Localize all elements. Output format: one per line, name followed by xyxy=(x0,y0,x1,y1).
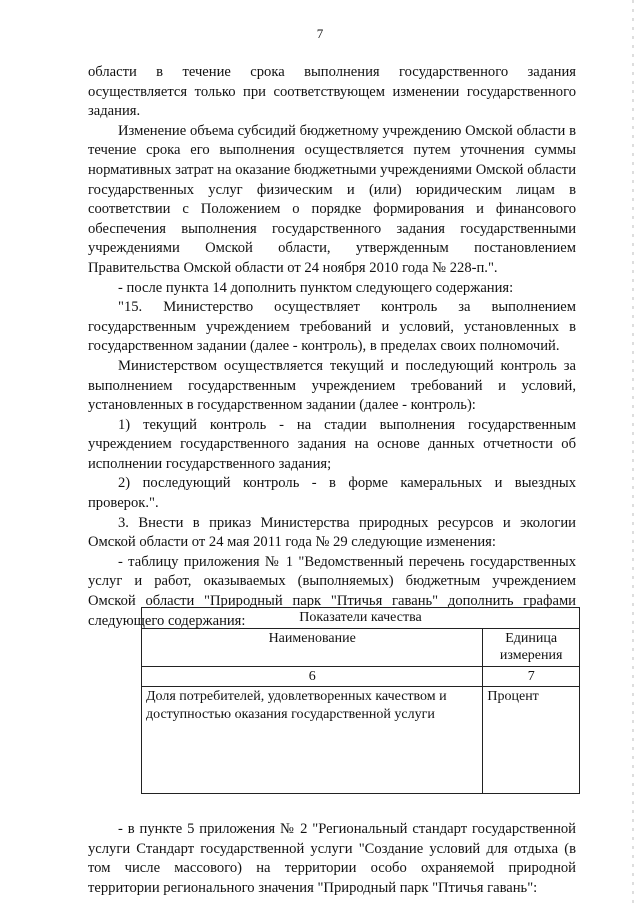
paragraph-5: Министерством осуществляется текущий и последующий контроль за выполнением государственным учреждением требований и условий, установленных в государственном задании (далее - контроль): xyxy=(88,357,576,414)
scan-edge-artifact xyxy=(632,0,634,905)
paragraph-7: 2) последующий контроль - в форме камеральных и выездных проверок.". xyxy=(88,475,576,512)
table-number-row xyxy=(142,666,580,687)
paragraph-9: - таблицу приложения № 1 "Ведомственный перечень государственных услуг и работ, оказываемых (выполняемых) бюджетным учреждением Омской области "Природный парк "Птичья гавань" дополнить графами следующего содержания: xyxy=(88,553,576,629)
page-number: 7 xyxy=(316,26,324,41)
table-row xyxy=(142,687,580,794)
table-group-header-row xyxy=(142,608,580,629)
table-cell-indicator-name: Доля потребителей, удовлетворенных качеством и доступностью оказания государственной услуги xyxy=(142,687,483,794)
main-text-top xyxy=(88,63,576,631)
paragraph-8: 3. Внести в приказ Министерства природных ресурсов и экологии Омской области от 24 мая 2011 года № 29 следующие изменения: xyxy=(88,514,576,551)
paragraph-4: "15. Министерство осуществляет контроль за выполнением государственным учреждением требований и условий, установленных в государственном задании (далее - контроль), в пределах своих полномочий. xyxy=(88,299,576,355)
table-header-unit: Единица измерения xyxy=(483,628,580,666)
table-col-number-6: 6 xyxy=(142,666,483,687)
table-group-header: Показатели качества xyxy=(142,608,580,629)
table-col-number-7: 7 xyxy=(483,666,580,687)
paragraph-3: - после пункта 14 дополнить пунктом следующего содержания: xyxy=(118,279,514,296)
paragraph-10: - в пункте 5 приложения № 2 "Региональный стандарт государственной услуги Стандарт государственной услуги "Создание условий для отдыха (в том числе массового) на территории особо охраняемой природной территории регионального значения "Природный парк "Птичья гавань": xyxy=(88,821,576,896)
quality-indicators-table xyxy=(141,607,580,794)
paragraph-1: области в течение срока выполнения государственного задания осуществляется только при соответствующем изменении государственного задания. xyxy=(88,64,576,120)
table-header-name: Наименование xyxy=(142,628,483,666)
main-text-bottom xyxy=(88,820,576,898)
paragraph-2: Изменение объема субсидий бюджетному учреждению Омской области в течение срока его выполнения осуществляется путем уточнения суммы нормативных затрат на оказание бюджетными учреждениями Омской области государственных услуг физическим и (или) юридическим лицам в соответствии с Положением о порядке формирования и финансового обеспечения выполнения государственного задания государственными учреждениями Омской области, утвержденным постановлением Правительства Омской области от 24 ноября 2010 года № 228-п.". xyxy=(88,122,576,276)
table-header-row xyxy=(142,628,580,666)
table-cell-unit: Процент xyxy=(483,687,580,794)
paragraph-6: 1) текущий контроль - на стадии выполнения государственным учреждением государственного задания на основе данных отчетности об исполнении государственного задания; xyxy=(88,416,576,472)
